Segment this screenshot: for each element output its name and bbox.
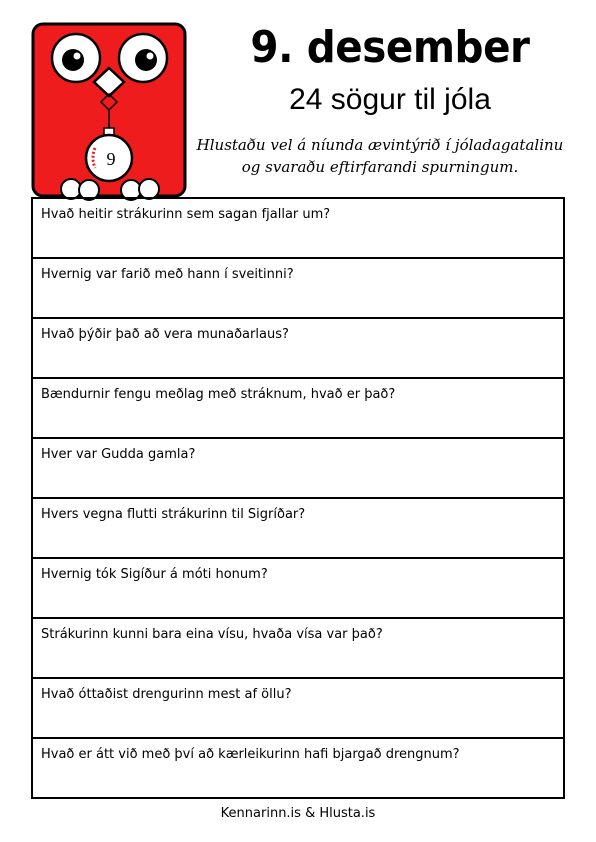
question-text: Hvað þýðir það að vera munaðarlaus? (41, 327, 289, 342)
question-text: Bændurnir fengu meðlag með stráknum, hvað er það? (41, 387, 396, 402)
question-row[interactable] (33, 199, 563, 259)
question-text: Strákurinn kunni bara eina vísu, hvaða vísa var það? (41, 627, 383, 642)
question-row[interactable] (33, 439, 563, 499)
question-row[interactable] (33, 499, 563, 559)
question-row[interactable] (33, 619, 563, 679)
instructions (190, 134, 570, 178)
footer-credit: Kennarinn.is & Hlusta.is (220, 806, 376, 821)
ornament-number: 9 (106, 149, 116, 169)
page-title: 9. desember (250, 22, 530, 73)
question-text: Hvað er átt við með því að kærleikurinn hafi bjargað drengnum? (41, 747, 460, 762)
questions-table (31, 197, 565, 799)
question-row[interactable] (33, 739, 563, 799)
question-row[interactable] (33, 559, 563, 619)
question-text: Hvað heitir strákurinn sem sagan fjallar um? (41, 207, 331, 222)
instructions-line-1: Hlustaðu vel á níunda ævintýrið í jóladagatalinu (196, 136, 564, 154)
question-text: Hvers vegna flutti strákurinn til Sigríðar? (41, 507, 306, 522)
question-row[interactable] (33, 379, 563, 439)
owl-mascot-illustration (31, 22, 187, 202)
question-row[interactable] (33, 319, 563, 379)
question-row[interactable] (33, 679, 563, 739)
page-subtitle: 24 sögur til jóla (289, 83, 491, 116)
left-eye (52, 34, 100, 82)
question-text: Hvernig var farið með hann í sveitinni? (41, 267, 294, 282)
question-row[interactable] (33, 259, 563, 319)
question-text: Hvað óttaðist drengurinn mest af öllu? (41, 687, 292, 702)
right-eye (119, 34, 167, 82)
question-text: Hvernig tók Sigíður á móti honum? (41, 567, 268, 582)
instructions-line-2: og svaraðu eftirfarandi spurningum. (241, 158, 519, 176)
question-text: Hver var Gudda gamla? (41, 447, 196, 462)
